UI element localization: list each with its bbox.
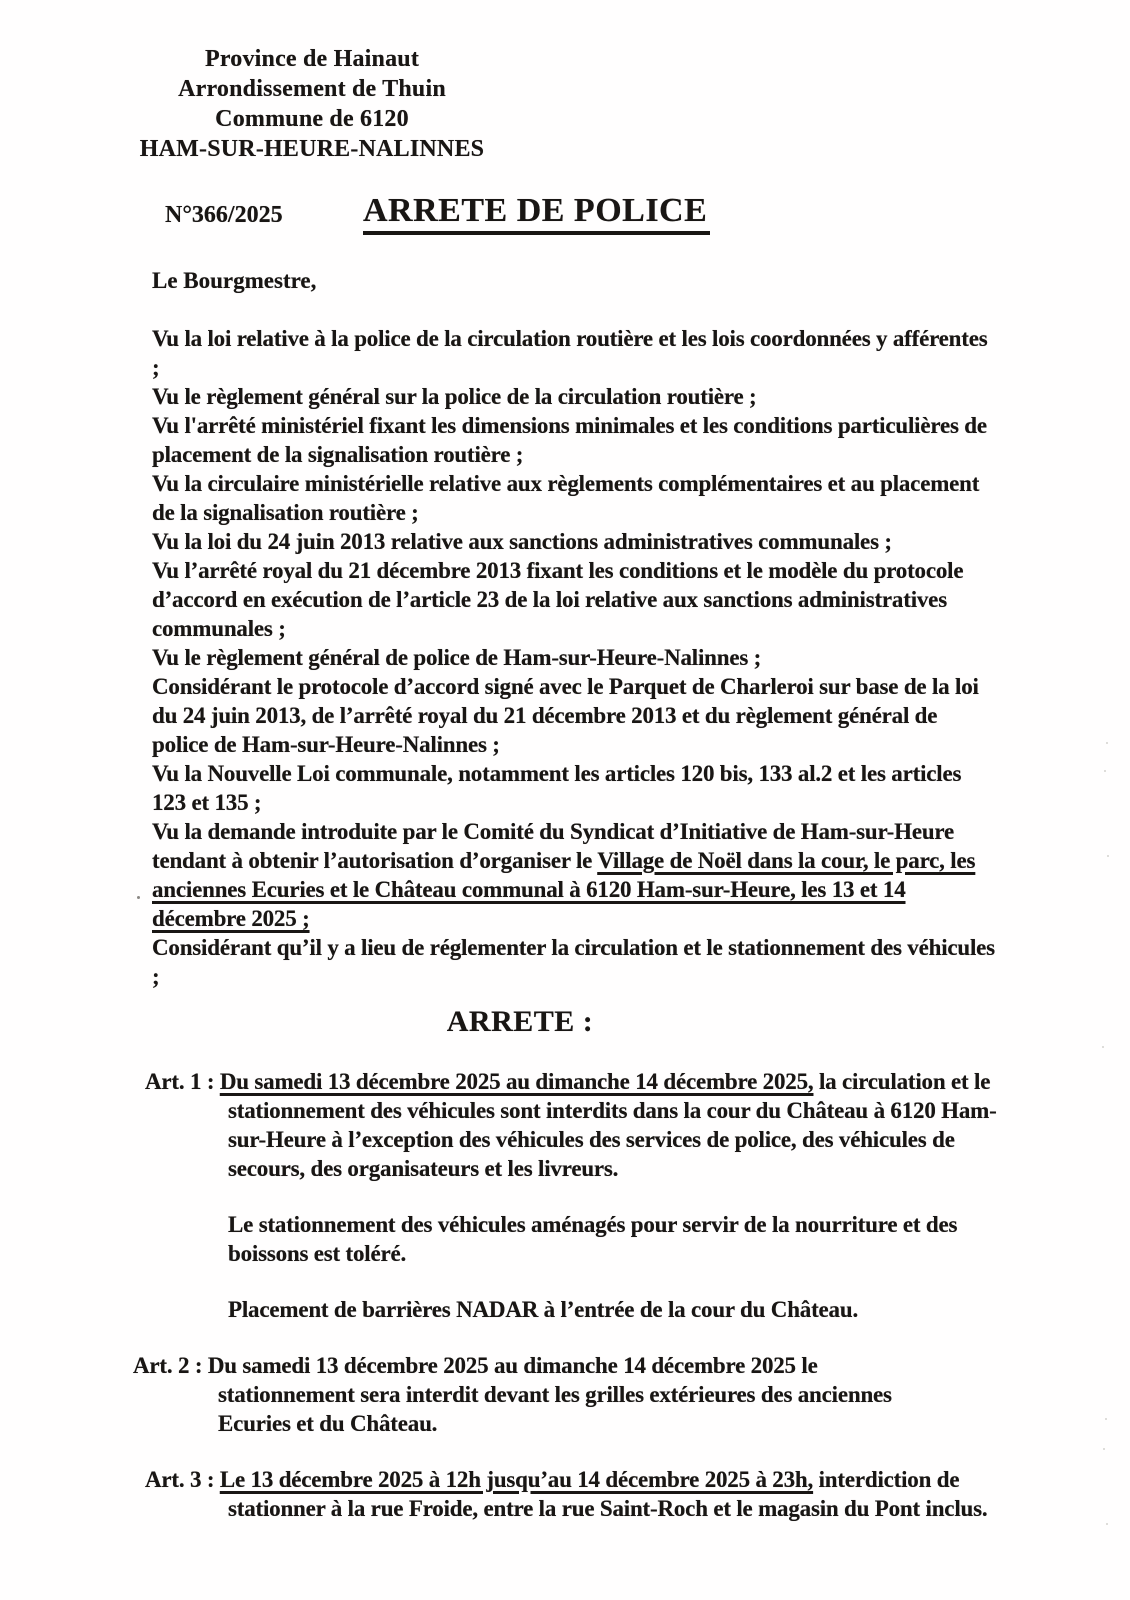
- text-line: [152, 498, 1130, 527]
- underlined-text-segment: anciennes Ecuries et le Château communal à 6120 Ham-sur-Heure, les 13 et 14: [152, 877, 906, 902]
- underlined-text-segment: Le 13 décembre 2025 à 12h jusqu’au 14 décembre 2025 à 23h,: [219, 1467, 814, 1492]
- text-line: [218, 1380, 1130, 1409]
- operative-paragraph: [0, 1295, 1130, 1324]
- text-segment: Art. 3 :: [145, 1467, 220, 1492]
- text-line: [152, 614, 1130, 643]
- text-line: [152, 904, 1130, 933]
- text-segment: boissons est toléré.: [228, 1241, 407, 1266]
- text-line: [152, 353, 1130, 382]
- scan-speck: [1103, 1448, 1105, 1450]
- operative-paragraph: [0, 1465, 1130, 1523]
- text-line: [152, 556, 1130, 585]
- header-arrondissement-line: Arrondissement de Thuin: [178, 76, 446, 102]
- scan-speck: [1104, 770, 1106, 772]
- header-commune-name-line: HAM-SUR-HEURE-NALINNES: [139, 136, 485, 162]
- text-line: [228, 1494, 1130, 1523]
- text-segment: Vu la loi du 24 juin 2013 relative aux sanctions administratives communales ;: [152, 529, 892, 554]
- text-line: [152, 962, 1130, 991]
- preamble-clause: [0, 672, 1130, 759]
- text-line: [228, 1210, 1130, 1239]
- operative-section: [0, 1067, 1130, 1523]
- text-line: [133, 1351, 1130, 1380]
- text-segment: communales ;: [152, 616, 286, 641]
- text-segment: d’accord en exécution de l’article 23 de la loi relative aux sanctions administratives: [152, 587, 947, 612]
- text-segment: Vu le règlement général de police de Ham-sur-Heure-Nalinnes ;: [152, 645, 762, 670]
- preamble-clause: [0, 643, 1130, 672]
- text-segment: stationnement sera interdit devant les grilles extérieures des anciennes: [218, 1382, 892, 1407]
- text-line: [152, 585, 1130, 614]
- text-line: [152, 324, 1130, 353]
- text-line: [218, 1409, 1130, 1438]
- underlined-text-segment: Du samedi 13 décembre 2025 au dimanche 14 décembre 2025,: [219, 1069, 814, 1094]
- header-province-line: Province de Hainaut: [204, 46, 420, 72]
- text-segment: du 24 juin 2013, de l’arrêté royal du 21 décembre 2013 et du règlement général de: [152, 703, 938, 728]
- text-line: [152, 440, 1130, 469]
- text-line: [152, 759, 1130, 788]
- text-segment: la circulation et le: [813, 1069, 991, 1094]
- preamble-clause: [0, 759, 1130, 817]
- text-line: [152, 846, 1130, 875]
- text-segment: Art. 1 :: [145, 1069, 220, 1094]
- text-segment: Considérant qu’il y a lieu de réglementer la circulation et le stationnement des véhicules: [152, 935, 995, 960]
- text-line: [152, 527, 1130, 556]
- underlined-text-segment: Village de Noël dans la cour, le parc, les: [597, 848, 976, 873]
- text-segment: ;: [152, 964, 160, 989]
- text-line: [152, 817, 1130, 846]
- text-line: [145, 1465, 1130, 1494]
- text-segment: sur-Heure à l’exception des véhicules des services de police, des véhicules de: [228, 1127, 955, 1152]
- scan-speck: [1106, 742, 1108, 744]
- text-segment: Ecuries et du Château.: [218, 1411, 438, 1436]
- operative-paragraph: [0, 1210, 1130, 1268]
- text-line: [152, 672, 1130, 701]
- text-segment: secours, des organisateurs et les livreurs.: [228, 1156, 619, 1181]
- text-segment: police de Ham-sur-Heure-Nalinnes ;: [152, 732, 500, 757]
- text-segment: interdiction de: [813, 1467, 960, 1492]
- title-row: [0, 194, 1130, 242]
- text-line: [152, 382, 1130, 411]
- text-segment: Vu la loi relative à la police de la circulation routière et les lois coordonnées y afférentes: [152, 326, 988, 351]
- preamble-clause: [0, 382, 1130, 411]
- text-segment: placement de la signalisation routière ;: [152, 442, 524, 467]
- scan-speck: [137, 896, 140, 899]
- preamble-clause: [0, 817, 1130, 933]
- text-segment: Vu la Nouvelle Loi communale, notamment les articles 120 bis, 133 al.2 et les articles: [152, 761, 962, 786]
- text-line: [152, 701, 1130, 730]
- document-title: ARRETE DE POLICE: [363, 192, 710, 235]
- text-line: [228, 1096, 1130, 1125]
- text-segment: Vu l’arrêté royal du 21 décembre 2013 fixant les conditions et le modèle du protocole: [152, 558, 964, 583]
- scan-speck: [1107, 855, 1109, 857]
- salutation: Le Bourgmestre,: [152, 268, 317, 293]
- text-line: [152, 788, 1130, 817]
- text-line: [145, 1067, 1130, 1096]
- header-commune-line: Commune de 6120: [215, 106, 409, 132]
- preamble-clause: [0, 411, 1130, 469]
- text-segment: Le stationnement des véhicules aménagés pour servir de la nourriture et des: [228, 1212, 958, 1237]
- text-segment: Considérant le protocole d’accord signé avec le Parquet de Charleroi sur base de la loi: [152, 674, 979, 699]
- text-segment: tendant à obtenir l’autorisation d’organiser le: [152, 848, 598, 873]
- text-line: [152, 411, 1130, 440]
- text-line: [152, 730, 1130, 759]
- scan-speck: [1105, 1418, 1107, 1420]
- text-segment: 123 et 135 ;: [152, 790, 262, 815]
- municipality-header: [112, 44, 512, 164]
- text-line: [152, 643, 1130, 672]
- underlined-text-segment: décembre 2025 ;: [152, 906, 310, 931]
- text-segment: de la signalisation routière ;: [152, 500, 419, 525]
- text-line: [228, 1295, 1130, 1324]
- text-segment: Vu l'arrêté ministériel fixant les dimensions minimales et les conditions particulières de: [152, 413, 987, 438]
- text-segment: Placement de barrières NADAR à l’entrée de la cour du Château.: [228, 1297, 858, 1322]
- operative-paragraph: [0, 1351, 1130, 1438]
- text-line: [228, 1239, 1130, 1268]
- text-segment: Art. 2 : Du samedi 13 décembre 2025 au dimanche 14 décembre 2025 le: [133, 1353, 818, 1378]
- text-segment: stationnement des véhicules sont interdits dans la cour du Château à 6120 Ham-: [228, 1098, 997, 1123]
- preamble-section: [0, 324, 1130, 991]
- text-segment: ;: [152, 355, 160, 380]
- scan-speck: [1102, 1046, 1104, 1048]
- preamble-clause: [0, 469, 1130, 527]
- text-line: [228, 1154, 1130, 1183]
- operative-paragraph: [0, 1067, 1130, 1183]
- preamble-clause: [0, 527, 1130, 556]
- text-segment: Vu la circulaire ministérielle relative aux règlements complémentaires et au placement: [152, 471, 980, 496]
- text-segment: stationner à la rue Froide, entre la rue Saint-Roch et le magasin du Pont inclus.: [228, 1496, 988, 1521]
- preamble-clause: [0, 933, 1130, 991]
- text-segment: Vu le règlement général sur la police de la circulation routière ;: [152, 384, 757, 409]
- decree-heading: ARRETE :: [446, 1005, 594, 1038]
- preamble-clause: [0, 556, 1130, 643]
- reference-number: N°366/2025: [165, 202, 283, 228]
- preamble-clause: [0, 324, 1130, 382]
- scan-speck: [1106, 1523, 1108, 1525]
- text-segment: Vu la demande introduite par le Comité du Syndicat d’Initiative de Ham-sur-Heure: [152, 819, 955, 844]
- text-line: [228, 1125, 1130, 1154]
- text-line: [152, 933, 1130, 962]
- text-line: [152, 469, 1130, 498]
- text-line: [152, 875, 1130, 904]
